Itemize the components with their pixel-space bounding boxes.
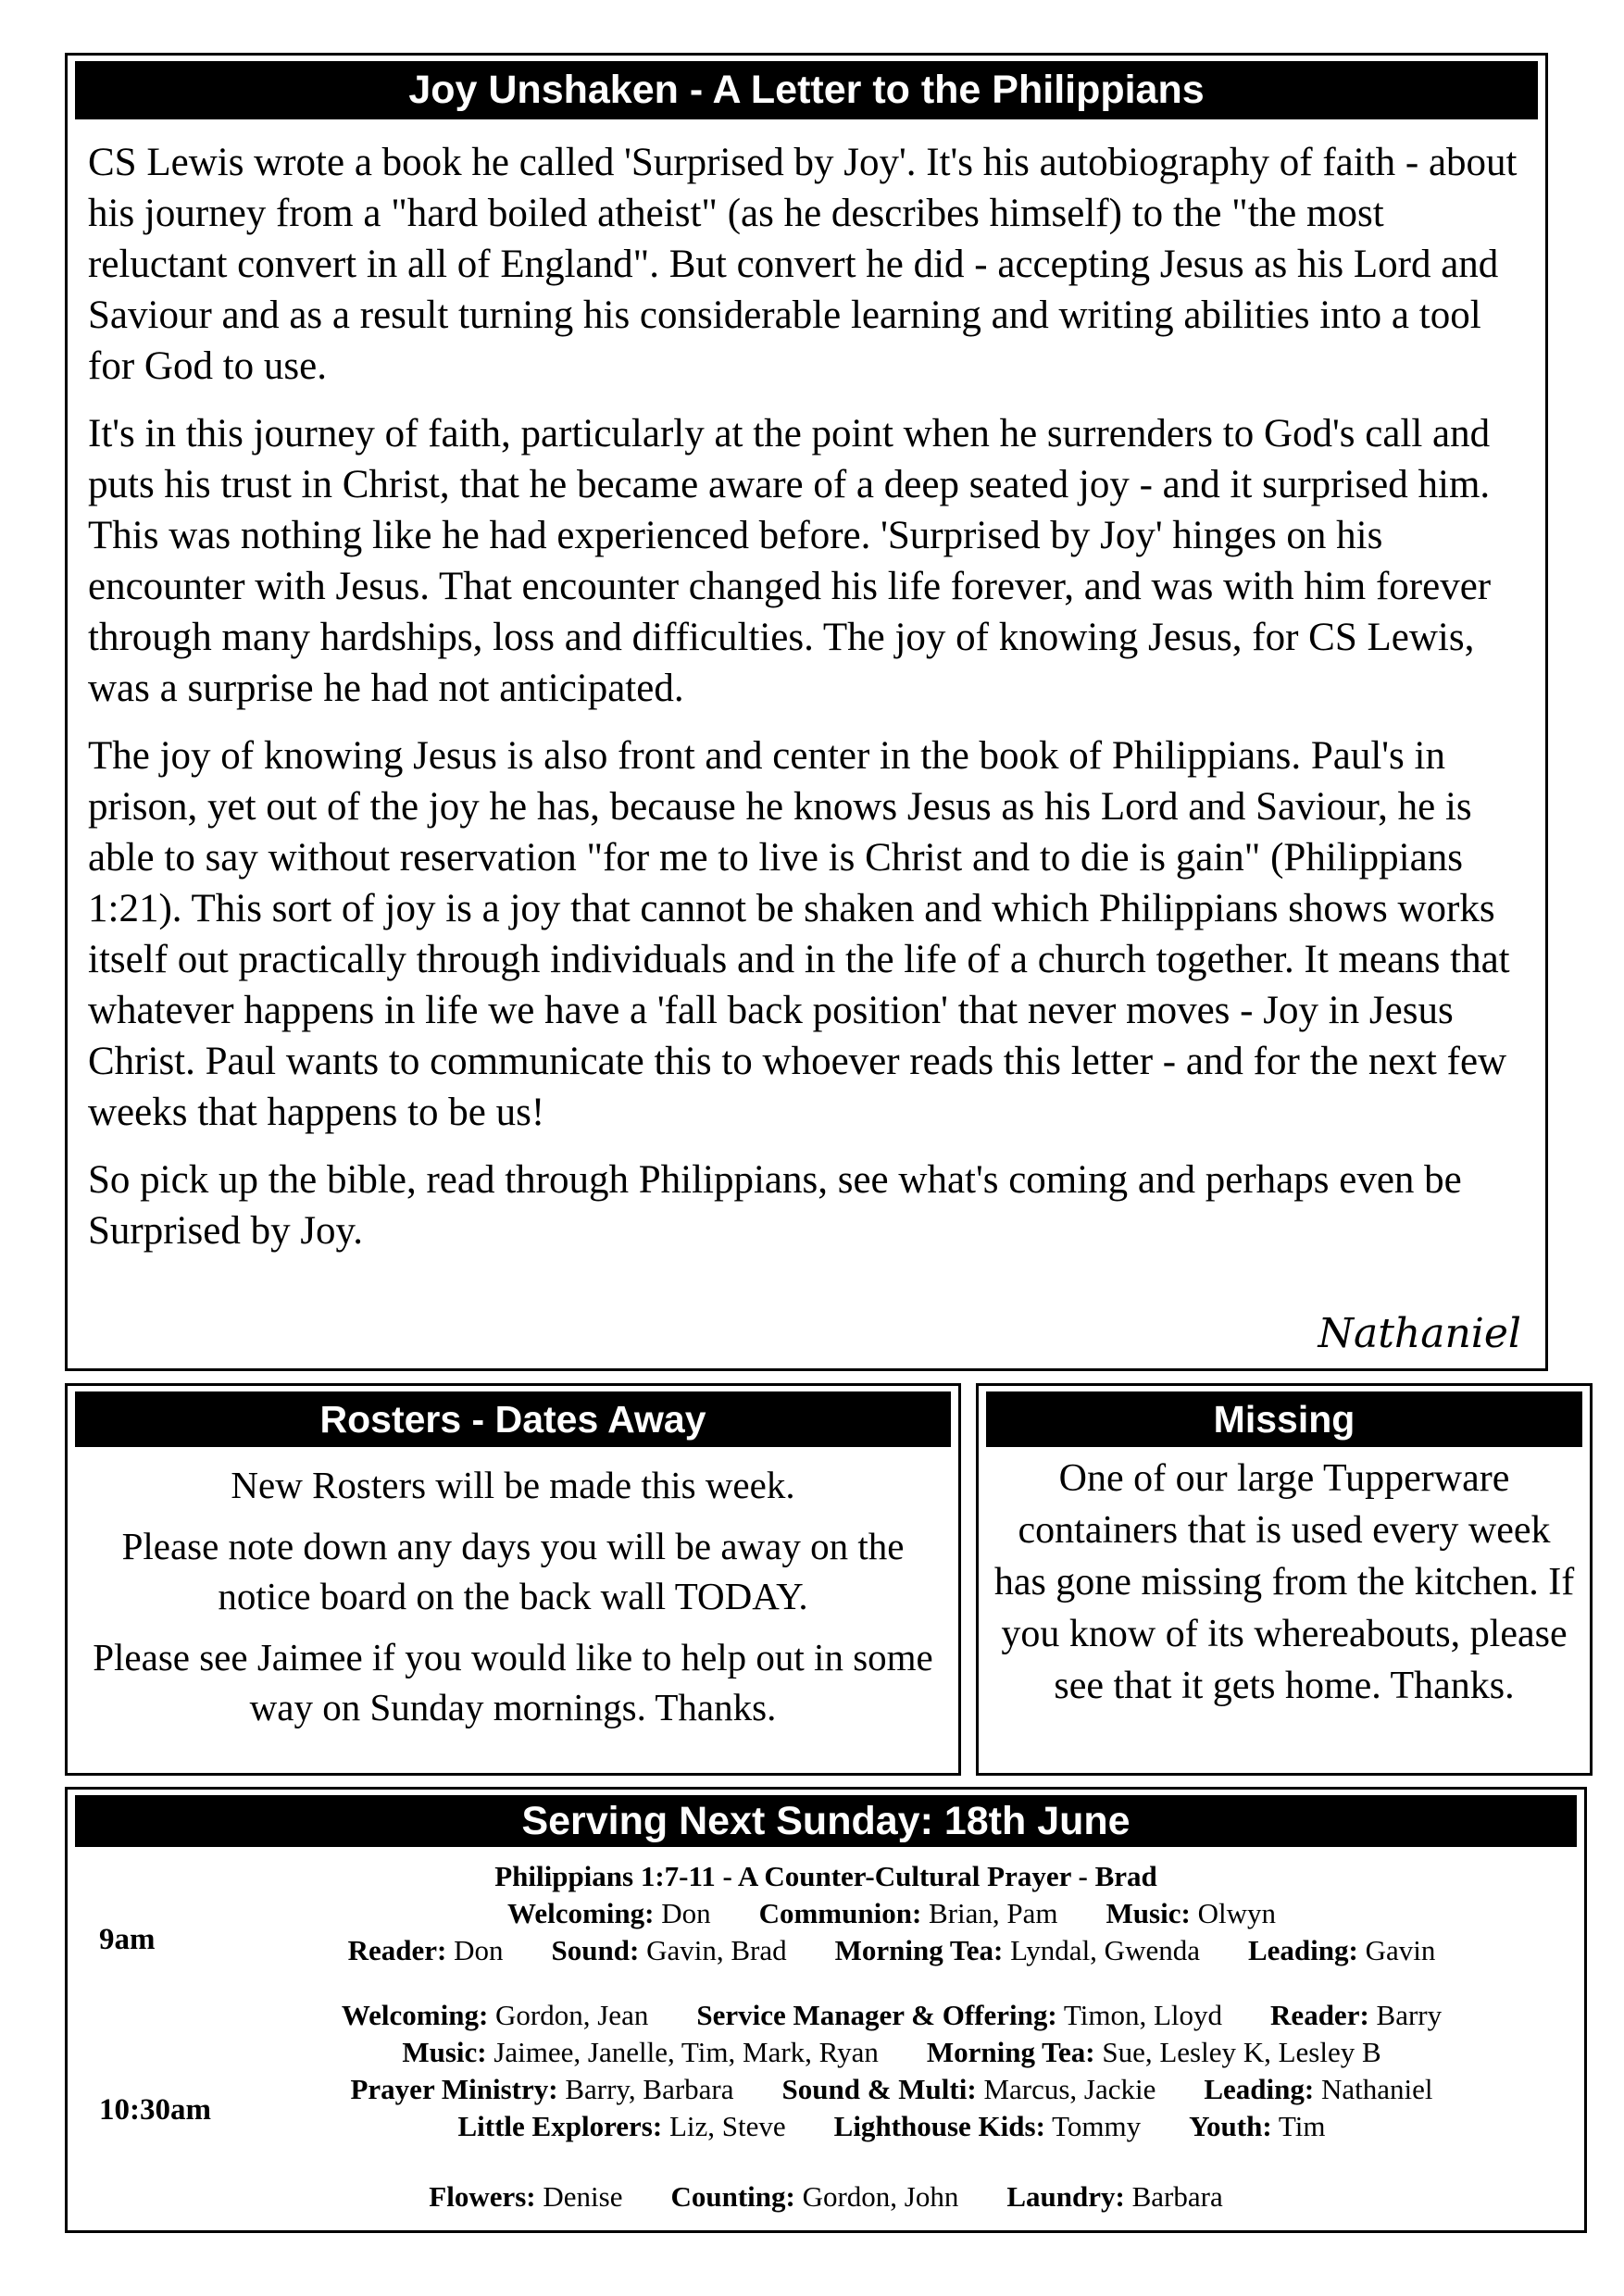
service-time: 10:30am	[99, 2093, 211, 2127]
article-body	[88, 137, 1532, 1273]
roster-row	[197, 1895, 1586, 1932]
roster-entry: Morning Tea: Sue, Lesley K, Lesley B	[926, 2036, 1381, 2068]
roster-entry: Laundry: Barbara	[1006, 2180, 1223, 2213]
roster-row	[197, 1932, 1586, 1969]
roster-entry: Welcoming: Gordon, Jean	[341, 1999, 649, 2031]
article-box	[65, 53, 1548, 1371]
service-1030am	[197, 1997, 1586, 2145]
rosters-box	[65, 1383, 961, 1776]
roster-entry: Flowers: Denise	[429, 2180, 623, 2213]
roster-row	[68, 2178, 1584, 2215]
serving-box	[65, 1787, 1587, 2233]
rosters-paragraph: Please note down any days you will be away on the notice board on the back wall TODAY.	[121, 1525, 905, 1617]
roster-entry: Music: Olwyn	[1106, 1897, 1276, 1929]
sermon-line: Philippians 1:7-11 - A Counter-Cultural Prayer - Brad	[494, 1860, 1157, 1892]
missing-text: One of our large Tupperware containers that is used every week has gone missing from the kitchen. If you know of its whereabouts, please see that it gets home. Thanks.	[993, 1457, 1575, 1707]
missing-box	[976, 1383, 1593, 1776]
roster-entry: Youth: Tim	[1189, 2110, 1326, 2142]
roster-entry: Communion: Brian, Pam	[758, 1897, 1058, 1929]
roster-row	[197, 2071, 1586, 2108]
roster-entry: Reader: Don	[347, 1934, 504, 1966]
roster-entry: Morning Tea: Lyndal, Gwenda	[834, 1934, 1200, 1966]
article-title: Joy Unshaken - A Letter to the Philippians	[75, 61, 1538, 119]
article-paragraph: CS Lewis wrote a book he called 'Surprised by Joy'. It's his autobiography of faith - about his journey from a "hard boiled atheist" (as he describes himself) to the "the most reluctant convert in all of England". But convert he did - accepting Jesus as his Lord and Saviour and as a result turning his considerable learning and writing abilities into a tool for God to use.	[88, 141, 1518, 388]
roster-entry: Little Explorers: Liz, Steve	[457, 2110, 786, 2142]
article-paragraph: So pick up the bible, read through Philippians, see what's coming and perhaps even be Surprised by Joy.	[88, 1158, 1462, 1253]
roster-entry: Leading: Gavin	[1247, 1934, 1436, 1966]
roster-entry: Lighthouse Kids: Tommy	[833, 2110, 1142, 2142]
rosters-title: Rosters - Dates Away	[75, 1391, 951, 1447]
roster-entry: Leading: Nathaniel	[1204, 2073, 1433, 2105]
roster-row	[197, 2034, 1586, 2071]
article-paragraph: It's in this journey of faith, particularly at the point when he surrenders to God's call and puts his trust in Christ, that he became aware of a deep seated joy - and it surprised him. This was nothing like he had experienced before. 'Surprised by Joy' hinges on his encounter with Jesus. That encounter changed his life forever, and was with him forever through many hardships, loss and difficulties. The joy of knowing Jesus, for CS Lewis, was a surprise he had not anticipated.	[88, 412, 1492, 710]
roster-row	[197, 2108, 1586, 2145]
serving-title: Serving Next Sunday: 18th June	[75, 1795, 1577, 1847]
roster-entry: Sound: Gavin, Brad	[551, 1934, 787, 1966]
roster-entry: Reader: Barry	[1270, 1999, 1443, 2031]
rosters-body	[81, 1460, 944, 1743]
article-signature: Nathaniel	[1318, 1310, 1521, 1357]
rosters-paragraph: New Rosters will be made this week.	[231, 1464, 795, 1506]
serving-footer	[68, 2178, 1584, 2215]
rosters-paragraph: Please see Jaimee if you would like to help out in some way on Sunday mornings. Thanks.	[93, 1636, 933, 1728]
service-9am	[197, 1895, 1586, 1969]
roster-entry: Music: Jaimee, Janelle, Tim, Mark, Ryan	[402, 2036, 879, 2068]
missing-title: Missing	[986, 1391, 1582, 1447]
roster-entry: Service Manager & Offering: Timon, Lloyd	[696, 1999, 1223, 2031]
roster-entry: Welcoming: Don	[507, 1897, 711, 1929]
roster-entry: Sound & Multi: Marcus, Jackie	[781, 2073, 1156, 2105]
article-paragraph: The joy of knowing Jesus is also front and center in the book of Philippians. Paul's in prison, yet out of the joy he has, because he knows Jesus as his Lord and Saviour, he is able to say without reservation "for me to live is Christ and to die is gain" (Philippians 1:21). This sort of joy is a joy that cannot be shaken and which Philippians shows works itself out practically through individuals and in the life of a church together. It means that whatever happens in life we have a 'fall back position' that never moves - Joy in Jesus Christ. Paul wants to communicate this to whoever reads this letter - and for the next few weeks that happens to be us!	[88, 734, 1510, 1134]
roster-row	[197, 1997, 1586, 2034]
service-time: 9am	[99, 1923, 156, 1956]
roster-entry: Prayer Ministry: Barry, Barbara	[350, 2073, 734, 2105]
missing-body	[992, 1453, 1577, 1712]
roster-entry: Counting: Gordon, John	[670, 2180, 959, 2213]
